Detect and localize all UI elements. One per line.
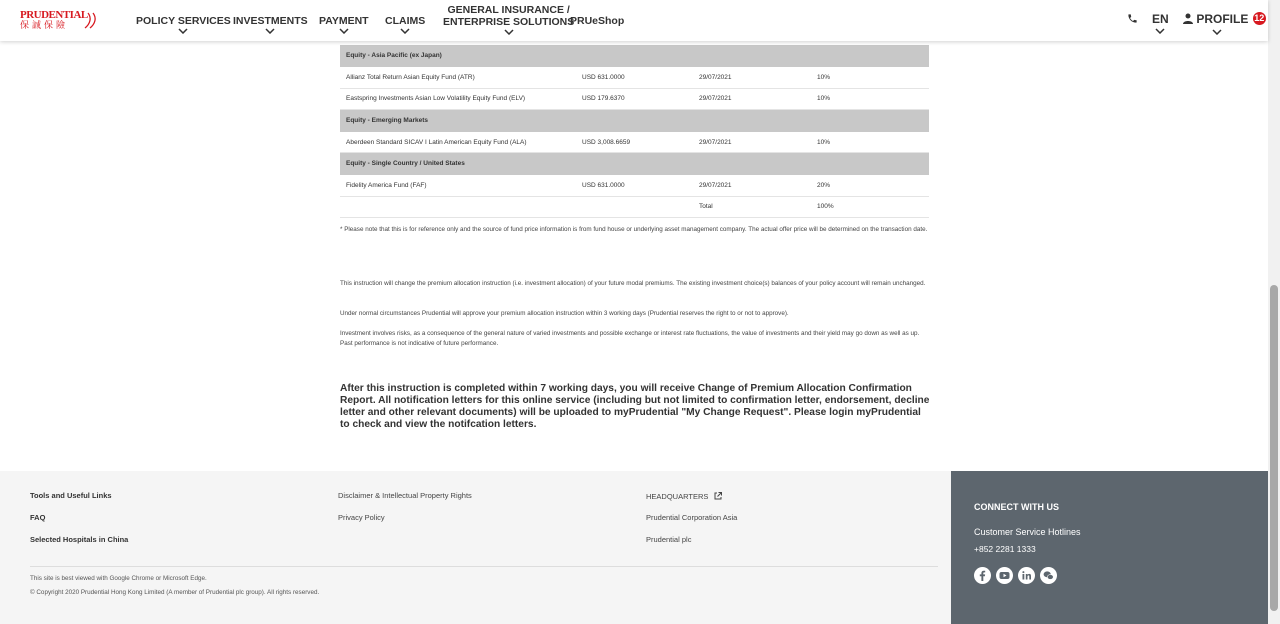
nav-label: POLICY SERVICES (136, 15, 231, 27)
external-link-icon (713, 491, 723, 501)
user-icon (1183, 13, 1193, 24)
profile-menu[interactable] (1183, 12, 1266, 26)
price-disclaimer: * Please note that this is for reference only and the source of fund price information is from fund house or underlying asset management company. The actual offer price will be determined on the transaction date. (340, 226, 928, 233)
total-value: 100% (811, 196, 929, 218)
nav-label: INVESTMENTS (233, 15, 308, 27)
fund-allocation-table (340, 45, 929, 218)
group-name: Equity - Emerging Markets (340, 110, 929, 132)
nav-label: CLAIMS (385, 15, 426, 27)
group-name: Equity - Asia Pacific (ex Japan) (340, 45, 929, 67)
chevron-down-icon (265, 28, 275, 34)
price-date: 29/07/2021 (693, 88, 811, 110)
table-group-row (340, 45, 929, 67)
footer-link-pca[interactable]: Prudential Corporation Asia (646, 513, 738, 522)
total-label: Total (693, 196, 811, 218)
youtube-icon[interactable] (996, 567, 1013, 584)
table-row (340, 88, 929, 110)
fund-price: USD 3,008.6659 (576, 131, 693, 153)
headquarters-label: HEADQUARTERS (646, 492, 709, 501)
connect-panel (951, 471, 1268, 624)
nav-label: PRUeShop (570, 15, 625, 27)
logo-chinese: 保誠保險 (20, 20, 69, 30)
language-selector[interactable] (1152, 12, 1169, 34)
nav-label-line1: GENERAL INSURANCE / (447, 4, 570, 16)
connect-title: CONNECT WITH US (974, 502, 1059, 512)
fund-price: USD 631.0000 (576, 175, 693, 197)
footer-link-privacy[interactable]: Privacy Policy (338, 513, 385, 522)
copyright: © Copyright 2020 Prudential Hong Kong Limited (A member of Prudential plc group). All rights reserved. (30, 589, 320, 596)
chevron-down-icon (400, 28, 410, 34)
nav-general-insurance[interactable] (443, 4, 574, 35)
table-row (340, 175, 929, 197)
fund-price: USD 179.6370 (576, 88, 693, 110)
notification-badge: 12 (1254, 13, 1265, 23)
scrollbar-thumb[interactable] (1270, 285, 1278, 611)
group-name: Equity - Single Country / United States (340, 153, 929, 175)
allocation-percent: 10% (811, 131, 929, 153)
chevron-down-icon (178, 28, 188, 34)
chevron-down-icon (339, 28, 349, 34)
table-group-row (340, 153, 929, 175)
footer-link-faq[interactable]: FAQ (30, 513, 46, 522)
nav-claims[interactable] (385, 15, 425, 34)
top-nav-bar (0, 0, 1268, 41)
phone-icon[interactable] (1127, 13, 1138, 24)
chevron-down-icon (1212, 29, 1222, 35)
chevron-down-icon (1155, 28, 1165, 34)
fund-name: Aberdeen Standard SICAV I Latin American Equity Fund (ALA) (340, 131, 576, 153)
nav-prueshop[interactable] (570, 15, 624, 27)
table-row (340, 131, 929, 153)
price-date: 29/07/2021 (693, 175, 811, 197)
allocation-percent: 10% (811, 67, 929, 89)
footer-link-plc[interactable]: Prudential plc (646, 535, 692, 544)
table-group-row (340, 110, 929, 132)
wechat-icon[interactable] (1040, 567, 1057, 584)
chevron-down-icon (504, 29, 514, 35)
allocation-percent: 20% (811, 175, 929, 197)
footer-link-headquarters[interactable] (646, 491, 723, 501)
browser-note: This site is best viewed with Google Chrome or Microsoft Edge. (30, 575, 207, 582)
fund-name: Fidelity America Fund (FAF) (340, 175, 576, 197)
hotline-number[interactable]: +852 2281 1333 (974, 544, 1036, 554)
footer-link-tools[interactable]: Tools and Useful Links (30, 491, 112, 500)
price-date: 29/07/2021 (693, 131, 811, 153)
fund-name: Allianz Total Return Asian Equity Fund (ATR) (340, 67, 576, 89)
footer-link-disclaimer[interactable]: Disclaimer & Intellectual Property Rights (338, 491, 472, 500)
fund-price: USD 631.0000 (576, 67, 693, 89)
footer-link-hospitals[interactable]: Selected Hospitals in China (30, 535, 129, 544)
profile-label: PROFILE (1196, 12, 1249, 26)
risk-disclosure: Investment involves risks, as a consequence of the general nature of varied investments and possible exchange or interest rate fluctuations, the value of investments and their yield may go down as well as up. Past performance is not indicative of future performance. (340, 330, 920, 347)
allocation-percent: 10% (811, 88, 929, 110)
nav-investments[interactable] (233, 15, 308, 34)
footer-divider (30, 566, 938, 567)
approval-note: Under normal circumstances Prudential will approve your premium allocation instruction within 3 working days (Prudential reserves the right to or not to approve). (340, 310, 789, 317)
hotline-label: Customer Service Hotlines (974, 527, 1081, 537)
fund-name: Eastspring Investments Asian Low Volatility Equity Fund (ELV) (340, 88, 576, 110)
price-date: 29/07/2021 (693, 67, 811, 89)
nav-label-line2: ENTERPRISE SOLUTIONS (443, 16, 575, 28)
linkedin-icon[interactable] (1018, 567, 1035, 584)
nav-payment[interactable] (319, 15, 369, 34)
nav-policy-services[interactable] (136, 15, 231, 34)
logo-text: PRUDENTIAL (20, 9, 88, 21)
prudential-logo[interactable] (20, 10, 100, 32)
confirmation-notice: After this instruction is completed within 7 working days, you will receive Change of Premium Allocation Confirmation Report. All notification letters for this online service (including but not limited to confirmation letter, endorsement, decline letter and other relevant documents) will be uploaded to myPrudential "My Change Request". Please login myPrudential to check and view the notifcation letters. (340, 383, 930, 430)
table-row (340, 67, 929, 89)
nav-label: PAYMENT (319, 15, 369, 27)
total-row (340, 196, 929, 218)
facebook-icon[interactable] (974, 567, 991, 584)
allocation-note: This instruction will change the premium allocation instruction (i.e. investment allocation) of your future modal premiums. The existing investment choice(s) balances of your policy account will remain unchanged. (340, 280, 926, 287)
language-label: EN (1152, 12, 1169, 26)
page-scrollbar[interactable] (1268, 0, 1280, 624)
logo-swirl-icon (82, 10, 100, 30)
